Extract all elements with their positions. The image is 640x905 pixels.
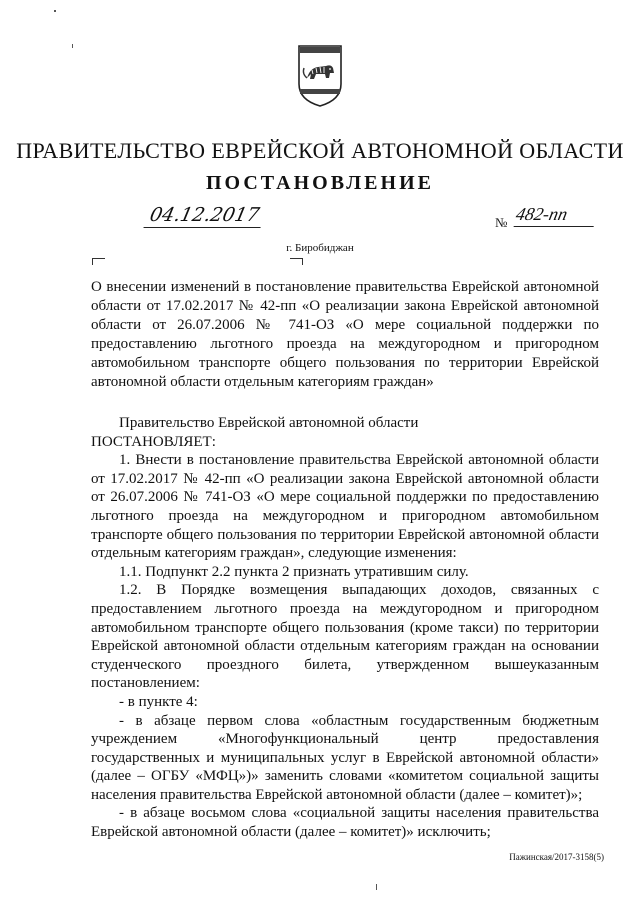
document-kind: ПОСТАНОВЛЕНИЕ xyxy=(206,172,434,194)
body-paragraph: - в пункте 4: xyxy=(119,693,198,710)
body-paragraph: - в абзаце восьмом слова «социальной защиты населения правительства Еврейской автономной области (далее – комитет)» исключить; xyxy=(91,805,599,841)
footer-code: Пажинская/2017-3158(5) xyxy=(509,852,604,862)
scan-speck xyxy=(54,10,56,12)
subject-text: О внесении изменений в постановление правительства Еврейской автономной области от 17.02.2017 № 42-пп «О реализации закона Еврейской автономной области от 26.07.2006 № 741-ОЗ «О мере социальной поддержки по предоставлению льготного проезда на междугородном и пригородном автомобильном транспорте общего пользования по территории Еврейской автономной области отдельным категориям граждан» xyxy=(91,279,599,390)
government-title: ПРАВИТЕЛЬСТВО ЕВРЕЙСКОЙ АВТОНОМНОЙ ОБЛАСТИ xyxy=(16,138,624,163)
coat-of-arms-emblem xyxy=(296,44,344,108)
body-paragraph: 1.2. В Порядке возмещения выпадающих доходов, связанных с предоставлением льготного проезда на междугородном и пригородном автомобильном транспорте общего пользования (кроме такси) по территории Еврейской автономной области отдельным категориям граждан на основании студенческого проездного билета, утвержденном вышеуказанным постановлением: xyxy=(91,582,599,692)
scan-speck xyxy=(72,44,73,48)
body-paragraph: 1. Внести в постановление правительства Еврейской автономной области от 17.02.2017 № 42-пп «О реализации закона Еврейской автономной области от 26.07.2006 № 741-ОЗ «О мере социальной поддержки по предоставлению льготного проезда на междугородном и пригородном автомобильном транспорте общего пользования по территории Еврейской автономной области отдельным категориям граждан», следующие изменения: xyxy=(91,452,599,562)
city-line: г. Биробиджан xyxy=(286,242,354,254)
government-line: Правительство Еврейской автономной области xyxy=(119,415,419,431)
decree-line: ПОСТАНОВЛЯЕТ: xyxy=(91,433,216,450)
body-paragraph: 1.1. Подпункт 2.2 пункта 2 признать утратившим силу. xyxy=(119,563,469,580)
document-date: 04.12.2017 xyxy=(143,204,265,228)
subject-bracket-left xyxy=(92,258,105,265)
document-body xyxy=(91,414,599,842)
scan-speck xyxy=(376,884,377,890)
body-paragraph: - в абзаце первом слова «областным государственным бюджетным учреждением «Многофункциональный центр предоставления государственных и муниципальных услуг в Еврейской автономной области» (далее – ОГБУ «МФЦ»)» заменить словами «комитетом социальной защиты населения правительства Еврейской автономной области (далее – комитет)»; xyxy=(91,712,599,803)
document-number: 482-пп xyxy=(514,204,599,227)
subject-bracket-right xyxy=(290,258,303,265)
number-label: № xyxy=(495,215,508,230)
